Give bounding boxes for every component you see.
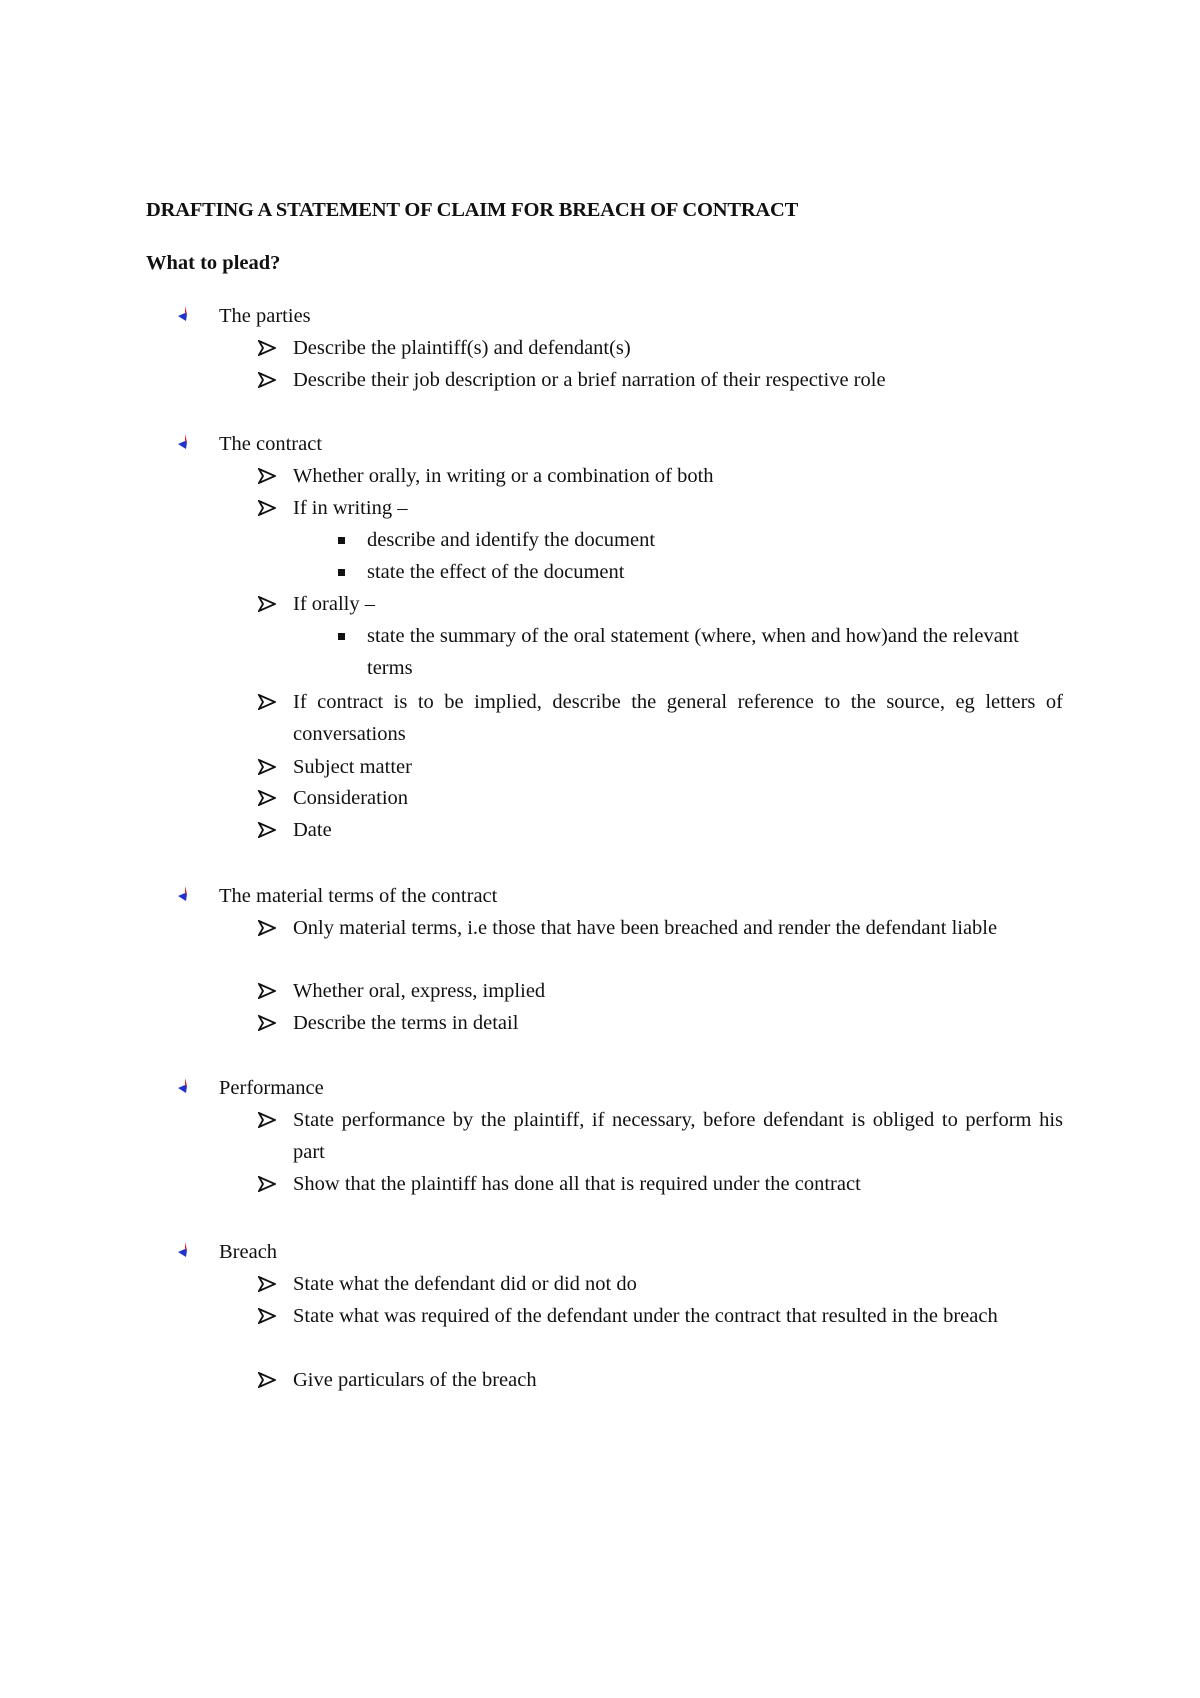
- document-subtitle: What to plead?: [146, 252, 281, 274]
- arrowhead-bullet-icon: [258, 822, 276, 838]
- arrowhead-bullet-icon: [258, 1276, 276, 1292]
- square-bullet-icon: [338, 537, 345, 544]
- list-item: If in writing –: [293, 497, 408, 519]
- tricolor-flag-bullet-icon: [176, 433, 194, 451]
- list-item: Subject matter: [293, 756, 412, 778]
- arrowhead-bullet-icon: [258, 340, 276, 356]
- list-item: Date: [293, 819, 332, 841]
- tricolor-flag-bullet-icon: [176, 1077, 194, 1095]
- list-item: State performance by the plaintiff, if necessary, before defendant is obliged to perform his part: [293, 1109, 1063, 1163]
- list-item: Describe the terms in detail: [293, 1012, 519, 1034]
- list-item: Whether orally, in writing or a combination of both: [293, 465, 714, 487]
- arrowhead-bullet-icon: [258, 920, 276, 936]
- arrowhead-bullet-icon: [258, 596, 276, 612]
- list-subitem: state the effect of the document: [367, 561, 625, 583]
- list-item: If orally –: [293, 593, 375, 615]
- arrowhead-bullet-icon: [258, 694, 276, 710]
- square-bullet-icon: [338, 633, 345, 640]
- arrowhead-bullet-icon: [258, 1308, 276, 1324]
- list-item: Give particulars of the breach: [293, 1369, 537, 1391]
- list-item: Only material terms, i.e those that have been breached and render the defendant liable: [293, 917, 998, 939]
- list-item: Consideration: [293, 787, 409, 809]
- square-bullet-icon: [338, 569, 345, 576]
- arrowhead-bullet-icon: [258, 1112, 276, 1128]
- list-item: Describe their job description or a brief narration of their respective role: [293, 369, 886, 391]
- arrowhead-bullet-icon: [258, 1015, 276, 1031]
- section-heading: The material terms of the contract: [219, 885, 498, 907]
- arrowhead-bullet-icon: [258, 1176, 276, 1192]
- list-item: Whether oral, express, implied: [293, 980, 546, 1002]
- list-subitem: describe and identify the document: [367, 529, 656, 551]
- arrowhead-bullet-icon: [258, 983, 276, 999]
- arrowhead-bullet-icon: [258, 759, 276, 775]
- list-item: If contract is to be implied, describe the general reference to the source, eg letters of conversations: [293, 691, 1063, 745]
- arrowhead-bullet-icon: [258, 790, 276, 806]
- section-heading: Performance: [219, 1077, 324, 1099]
- section-heading: The contract: [219, 433, 323, 455]
- document-title: DRAFTING A STATEMENT OF CLAIM FOR BREACH OF CONTRACT: [146, 199, 799, 221]
- section-heading: Breach: [219, 1241, 278, 1263]
- arrowhead-bullet-icon: [258, 1372, 276, 1388]
- arrowhead-bullet-icon: [258, 468, 276, 484]
- list-item: Describe the plaintiff(s) and defendant(s): [293, 337, 631, 359]
- list-item: State what the defendant did or did not do: [293, 1273, 637, 1295]
- section-heading: The parties: [219, 305, 311, 327]
- tricolor-flag-bullet-icon: [176, 1241, 194, 1259]
- tricolor-flag-bullet-icon: [176, 305, 194, 323]
- arrowhead-bullet-icon: [258, 372, 276, 388]
- list-subitem: state the summary of the oral statement (where, when and how)and the relevant terms: [367, 625, 1019, 679]
- list-item: State what was required of the defendant under the contract that resulted in the breach: [293, 1305, 998, 1327]
- list-item: Show that the plaintiff has done all that is required under the contract: [293, 1173, 861, 1195]
- tricolor-flag-bullet-icon: [176, 885, 194, 903]
- arrowhead-bullet-icon: [258, 500, 276, 516]
